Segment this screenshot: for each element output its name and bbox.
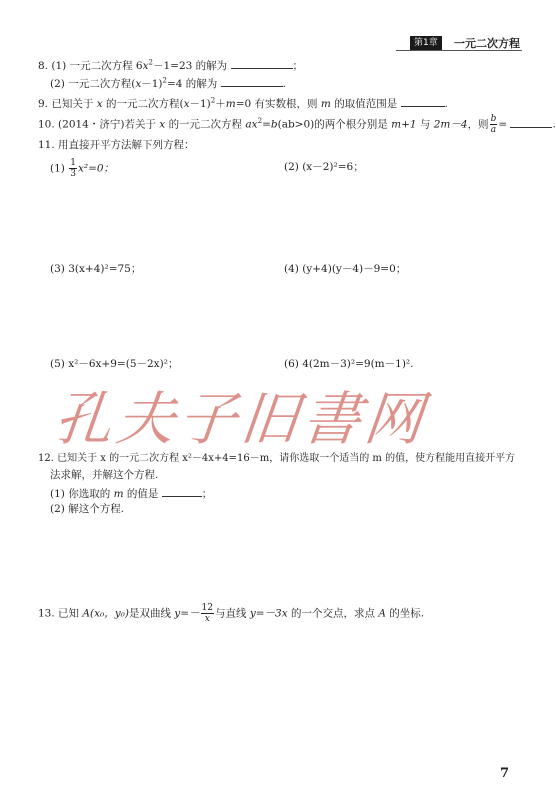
q8-part2-end: . [282, 78, 286, 90]
question-8-part2 [50, 76, 286, 91]
q10-eq: = [262, 118, 271, 131]
question-12-line2: 法求解，并解这个方程. [50, 469, 159, 481]
q13-fraction [201, 603, 214, 624]
q8-part2-answer-blank[interactable] [221, 76, 283, 87]
q13-text: 的一个交点，求点 [291, 607, 376, 620]
q12-part1 [50, 486, 212, 501]
question-8 [38, 58, 303, 73]
q10-eq-sup: 2 [257, 117, 263, 125]
q13-text: 与直线 [214, 607, 247, 620]
q9-var-m: m [225, 98, 236, 110]
question-12-line1: 12. 已知关于 x 的一元二次方程 x²－4x+4=16－m，请你选取一个适当的 m 的值，使方程能用直接开平方 [38, 453, 516, 464]
q9-text: 的一元二次方程( [105, 98, 184, 110]
q9-sup: 2 [210, 96, 216, 105]
q11-part5: (5) x²－6x+9=(5－2x)²； [50, 358, 179, 370]
q11-part1-equation: x²=0； [77, 162, 115, 175]
q8-part2-prefix: (2) 一元二次方程( [50, 78, 136, 90]
q12-part1-prefix: (1) 你选取的 [50, 488, 111, 500]
q9-text: 的取值范围是 [334, 98, 398, 110]
q10-fraction [490, 114, 498, 135]
q11-part1-fraction [69, 158, 77, 179]
q10-root: m+1 [391, 118, 417, 131]
q9-text: =0 有实数根，则 [235, 98, 318, 110]
fraction-denominator: 3 [70, 169, 76, 179]
q10-var-x: x [159, 118, 166, 131]
q13-line: y=－3x [249, 607, 288, 620]
q8-part2-var: x [135, 78, 142, 90]
fraction-denominator: x [204, 614, 210, 624]
q10-root: 2m－4 [433, 118, 468, 131]
q13-text: 13. 已知 [38, 607, 80, 620]
q11-part1-label: (1) [50, 162, 65, 175]
header-rule [396, 50, 522, 51]
fraction-numerator: 12 [201, 603, 213, 613]
q12-part1-suffix: 的值是 [126, 488, 159, 500]
q8-part1-var: x [142, 60, 149, 72]
q10-eq: b [270, 118, 278, 131]
q10-text: 的一元二次方程 [168, 118, 243, 131]
q10-end: . [552, 118, 556, 131]
q10-text: 10. (2014・济宁)若关于 [38, 118, 156, 131]
q10-text: 的两个根分别是 [314, 118, 388, 131]
chapter-title: 一元二次方程 [454, 37, 520, 50]
question-number: 8. [38, 60, 49, 72]
q8-part1-end: ； [292, 60, 304, 72]
q10-text: 与 [419, 118, 431, 131]
q12-part2: (2) 解这个方程. [50, 503, 125, 515]
q9-text: 9. 已知关于 [38, 98, 94, 110]
q13-point-name: A [378, 607, 386, 620]
q8-part1-prefix: (1) 一元二次方程 6 [51, 60, 143, 72]
q9-var-m: m [320, 98, 331, 110]
q10-text: ，则 [467, 118, 489, 131]
q8-part2-sup: 2 [162, 76, 167, 85]
watermark: 孔夫子旧書网 [50, 385, 431, 453]
fraction-numerator: 1 [70, 158, 76, 168]
q9-answer-blank[interactable] [401, 96, 445, 107]
q10-answer-blank[interactable] [510, 117, 552, 128]
q9-text: －1) [189, 98, 211, 110]
q10-eq: ax [245, 118, 258, 131]
question-9 [38, 96, 448, 111]
q8-part2-suffix: =4 的解为 [166, 78, 218, 90]
q11-part2: (2) (x－2)²=6； [284, 161, 364, 173]
q12-part1-var: m [113, 488, 124, 500]
q13-text: 是双曲线 [128, 607, 171, 620]
q13-hyperbola: y=－ [174, 607, 200, 620]
chapter-badge: 第1章 [410, 36, 442, 50]
fraction-numerator: b [490, 114, 497, 124]
q9-text: ＋ [215, 98, 226, 110]
q9-var-x: x [96, 98, 103, 110]
q11-part1 [50, 158, 114, 179]
question-11-title: 11. 用直接开平方法解下列方程： [38, 139, 195, 151]
q8-part1-sup: 2 [148, 58, 153, 67]
q11-part6: (6) 4(2m－3)²=9(m－1)². [284, 358, 414, 370]
q13-point: A(x₀，y₀) [82, 607, 129, 620]
question-10 [38, 114, 556, 135]
fraction-denominator: a [490, 125, 497, 135]
q13-text: 的坐标. [389, 607, 425, 620]
q9-end: . [444, 98, 448, 110]
question-13 [38, 603, 424, 624]
q11-part3: (3) 3(x+4)²=75； [50, 263, 142, 275]
q12-answer-blank[interactable] [162, 486, 202, 497]
page-number: 7 [500, 766, 510, 781]
q8-part1-suffix: －1=23 的解为 [153, 60, 228, 72]
q9-var-x: x [183, 98, 190, 110]
q12-part1-end: ； [201, 488, 213, 500]
q10-text: = [498, 118, 508, 131]
q8-part1-answer-blank[interactable] [231, 58, 293, 69]
q8-part2-mid: －1) [141, 78, 163, 90]
q10-eq-condition: (ab>0) [277, 118, 315, 131]
q11-part4: (4) (y+4)(y－4)－9=0； [284, 263, 407, 275]
